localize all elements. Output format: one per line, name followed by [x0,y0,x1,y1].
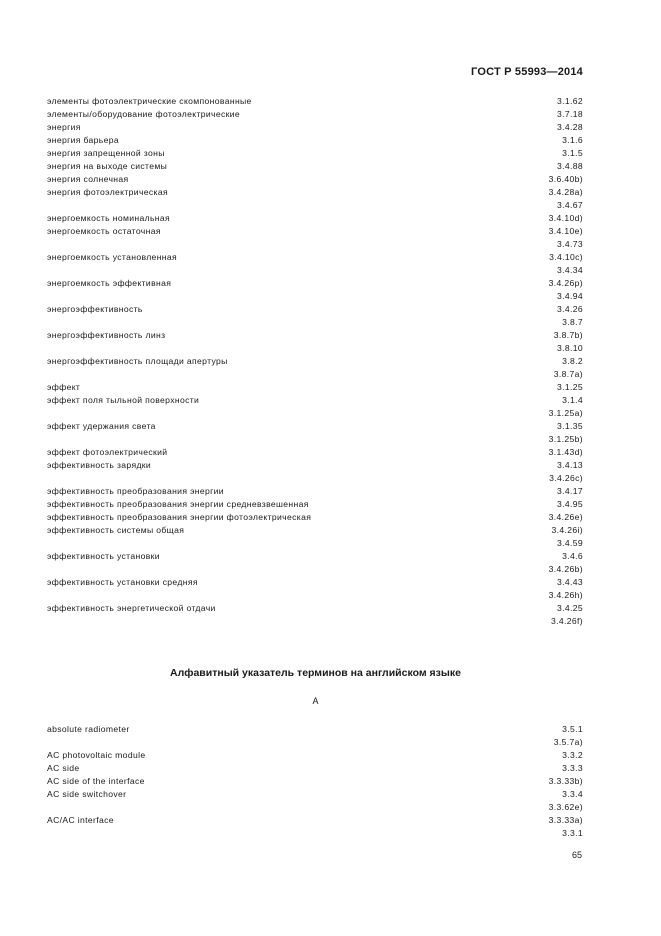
russian-term-index [47,95,583,628]
index-entry [47,108,583,121]
index-entry [47,186,583,199]
index-reference: 3.4.10c) [549,252,583,262]
index-entry [47,736,583,749]
index-reference: 3.5.7a) [553,737,583,747]
index-entry [47,602,583,615]
english-term-index [47,723,583,840]
index-reference: 3.4.26c) [549,473,583,483]
index-entry [47,147,583,160]
index-entry [47,381,583,394]
index-reference: 3.8.2 [562,356,583,366]
index-term: энергоэффективность линз [47,330,166,340]
index-term: эффективность зарядки [47,460,152,470]
index-entry [47,95,583,108]
index-term: absolute radiometer [47,724,130,734]
index-entry [47,212,583,225]
index-entry [47,801,583,814]
index-entry [47,762,583,775]
letter-heading: A [312,696,319,706]
index-term: эффективность преобразования энергии [47,486,224,496]
index-term: энергоемкость остаточная [47,226,161,236]
index-term: элементы фотоэлектрические скомпонованные [47,96,252,106]
index-entry [47,433,583,446]
index-term: энергия [47,122,81,132]
index-entry [47,550,583,563]
index-reference: 3.8.10 [557,343,583,353]
index-reference: 3.4.10e) [548,226,583,236]
index-entry [47,576,583,589]
index-term: эффект [47,382,81,392]
index-reference: 3.1.25b) [548,434,583,444]
index-reference: 3.4.95 [557,499,583,509]
index-reference: 3.4.6 [562,551,583,561]
index-reference: 3.7.18 [557,109,583,119]
index-reference: 3.4.94 [557,291,583,301]
index-reference: 3.4.26i) [551,525,583,535]
index-entry [47,303,583,316]
index-entry [47,121,583,134]
index-reference: 3.3.33a) [548,815,583,825]
index-term: элементы/оборудование фотоэлектрические [47,109,241,119]
index-entry [47,251,583,264]
index-term: эффект удержания света [47,421,156,431]
index-reference: 3.3.2 [562,750,583,760]
index-reference: 3.1.62 [557,96,583,106]
index-entry [47,498,583,511]
index-entry [47,173,583,186]
index-reference: 3.1.25 [557,382,583,392]
index-term: энергоемкость номинальная [47,213,171,223]
index-term: эффект поля тыльной поверхности [47,395,200,405]
index-reference: 3.4.26f) [551,616,583,626]
index-reference: 3.8.7a) [553,369,583,379]
english-index-title: Алфавитный указатель терминов на английском языке [170,667,461,679]
index-term: энергия солнечная [47,174,129,184]
index-entry [47,355,583,368]
index-reference: 3.4.26b) [548,564,583,574]
index-entry [47,775,583,788]
index-term: энергоэффективность [47,304,143,314]
index-reference: 3.4.59 [557,538,583,548]
index-reference: 3.5.1 [562,724,583,734]
index-entry [47,814,583,827]
index-reference: 3.1.25a) [548,408,583,418]
index-term: эффективность преобразования энергии средневзвешенная [47,499,309,509]
index-entry [47,788,583,801]
index-reference: 3.4.26 [557,304,583,314]
index-entry [47,537,583,550]
index-reference: 3.4.10d) [548,213,583,223]
index-entry [47,238,583,251]
index-term: AC side [47,763,80,773]
index-reference: 3.1.4 [562,395,583,405]
index-entry [47,524,583,537]
index-term: энергоемкость установленная [47,252,178,262]
index-reference: 3.3.3 [562,763,583,773]
index-reference: 3.3.62e) [548,802,583,812]
index-entry [47,827,583,840]
index-term: AC photovoltaic module [47,750,146,760]
index-term: эффективность системы общая [47,525,185,535]
index-entry [47,290,583,303]
index-entry [47,264,583,277]
index-reference: 3.1.6 [562,135,583,145]
index-reference: 3.4.43 [557,577,583,587]
index-entry [47,589,583,602]
index-term: энергоемкость эффективная [47,278,172,288]
index-reference: 3.1.5 [562,148,583,158]
index-entry [47,329,583,342]
index-entry [47,472,583,485]
index-entry [47,199,583,212]
index-entry [47,368,583,381]
index-reference: 3.4.88 [557,161,583,171]
index-entry [47,394,583,407]
page-number: 65 [571,850,582,860]
index-entry [47,342,583,355]
index-term: энергия фотоэлектрическая [47,187,168,197]
index-entry [47,459,583,472]
document-header: ГОСТ Р 55993—2014 [471,66,583,78]
index-term: эффективность преобразования энергии фотоэлектрическая [47,512,312,522]
index-entry [47,563,583,576]
index-reference: 3.3.1 [562,828,583,838]
index-entry [47,316,583,329]
index-reference: 3.4.34 [557,265,583,275]
index-reference: 3.4.17 [557,486,583,496]
index-reference: 3.4.26e) [548,512,583,522]
index-reference: 3.4.26h) [548,590,583,600]
index-entry [47,485,583,498]
index-term: AC side switchover [47,789,127,799]
index-term: энергия запрещенной зоны [47,148,165,158]
index-entry [47,134,583,147]
index-entry [47,420,583,433]
index-reference: 3.1.43d) [548,447,583,457]
index-entry [47,615,583,628]
index-reference: 3.4.73 [557,239,583,249]
index-reference: 3.4.67 [557,200,583,210]
index-reference: 3.8.7 [562,317,583,327]
index-reference: 3.8.7b) [553,330,583,340]
index-term: эффект фотоэлектрический [47,447,168,457]
index-term: эффективность установки средняя [47,577,198,587]
index-reference: 3.1.35 [557,421,583,431]
index-reference: 3.4.13 [557,460,583,470]
index-term: энергия барьера [47,135,120,145]
index-term: AC side of the interface [47,776,145,786]
index-reference: 3.6.40b) [548,174,583,184]
index-reference: 3.4.26p) [548,278,583,288]
index-entry [47,446,583,459]
index-entry [47,723,583,736]
index-entry [47,225,583,238]
index-entry [47,277,583,290]
index-term: эффективность установки [47,551,160,561]
index-term: AC/AC interface [47,815,114,825]
index-reference: 3.4.28a) [548,187,583,197]
index-term: энергия на выходе системы [47,161,168,171]
index-term: энергоэффективность площади апертуры [47,356,228,366]
index-entry [47,160,583,173]
index-term: эффективность энергетической отдачи [47,603,216,613]
index-entry [47,407,583,420]
index-entry [47,749,583,762]
index-reference: 3.4.28 [557,122,583,132]
index-reference: 3.3.33b) [548,776,583,786]
index-entry [47,511,583,524]
index-reference: 3.3.4 [562,789,583,799]
index-reference: 3.4.25 [557,603,583,613]
